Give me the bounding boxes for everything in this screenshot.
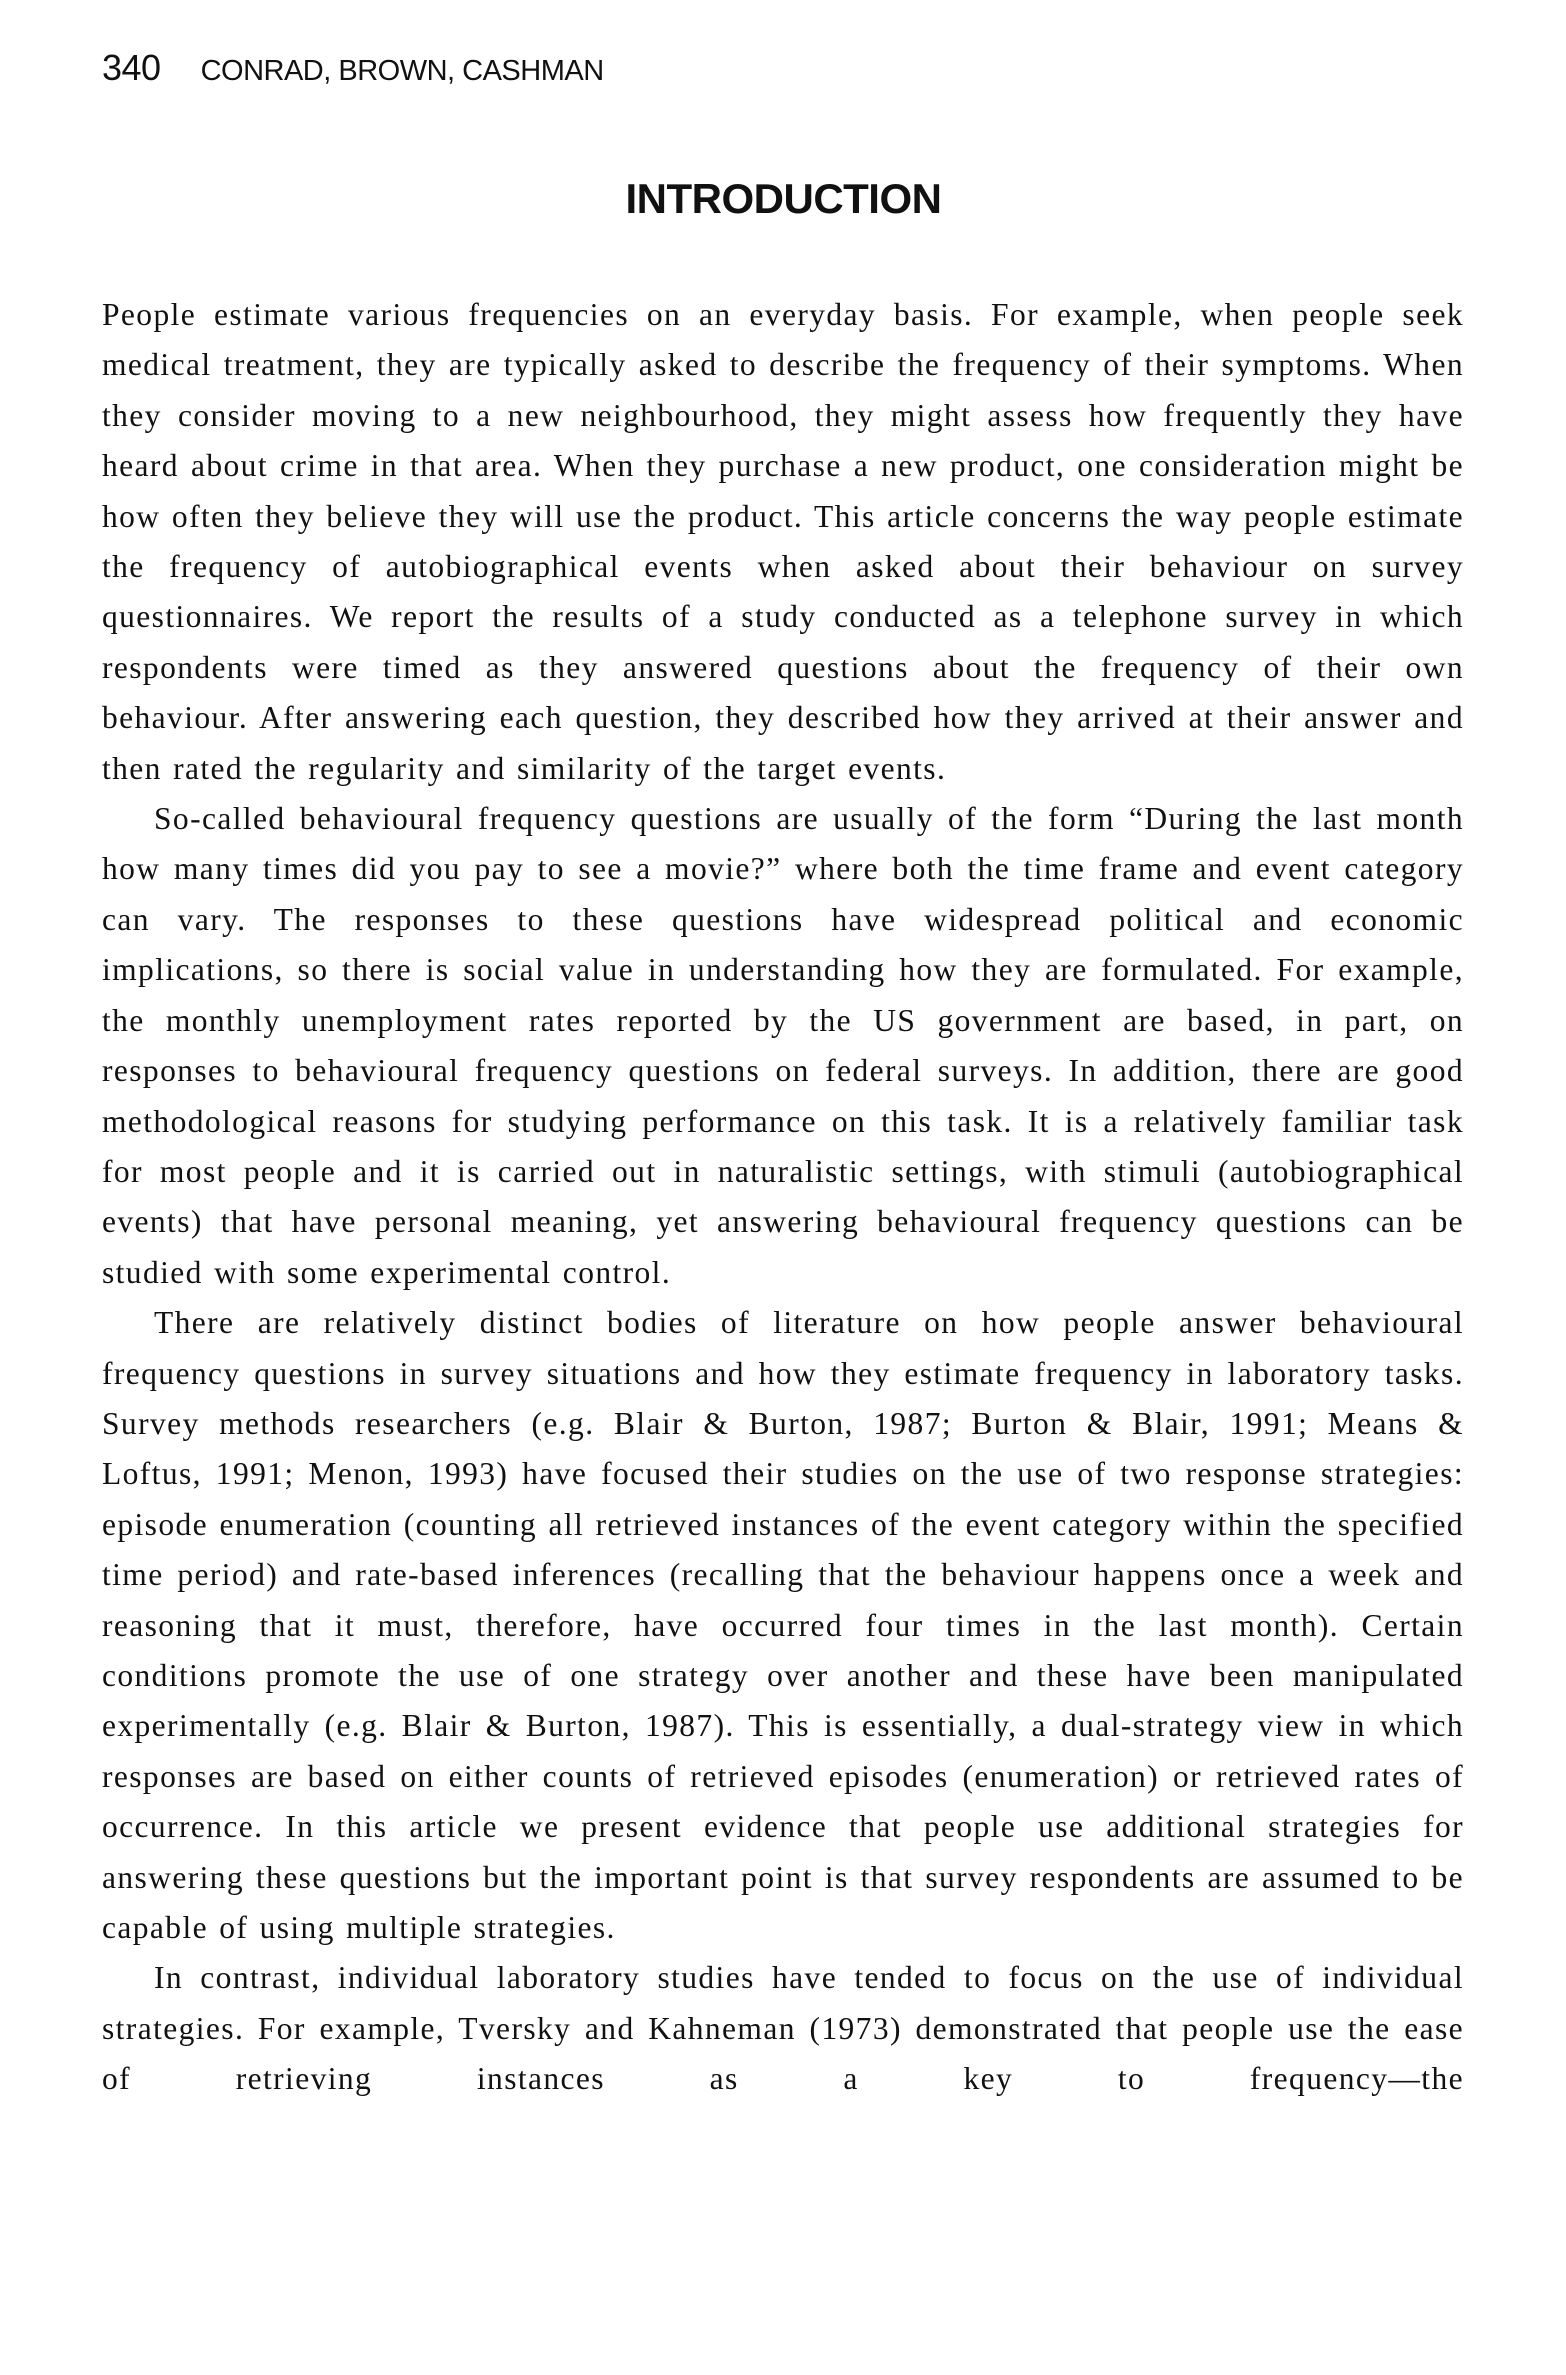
paragraph-2: So-called behavioural frequency questions are usually of the form “During the last month how many times did you pay to see a movie?” where both the time frame and event category can vary. The responses to these questions have widespread political and economic implications, so there is social value in understanding how they are formulated. For example, the monthly unemployment rates reported by the US government are based, in part, on responses to behavioural frequency questions on federal surveys. In addition, there are good methodological reasons for studying performance on this task. It is a relatively familiar task for most people and it is carried out in naturalistic settings, with stimuli (autobiographical events) that have personal meaning, yet answering behavioural frequency questions can be studied with some experimental control. [102, 801, 1464, 1290]
page-number: 340 [102, 47, 161, 88]
journal-page [102, 46, 1464, 2105]
running-head-authors: CONRAD, BROWN, CASHMAN [200, 55, 604, 87]
section-heading: INTRODUCTION [625, 175, 942, 222]
running-head [102, 46, 1464, 90]
paragraph-4: In contrast, individual laboratory studies have tended to focus on the use of individual strategies. For example, Tversky and Kahneman (1973) demonstrated that people use the ease of retrieving instances as a key to frequency—the [102, 1960, 1464, 2097]
paragraph-1: People estimate various frequencies on an everyday basis. For example, when people seek medical treatment, they are typically asked to describe the frequency of their symptoms. When they consider moving to a new neighbourhood, they might assess how frequently they have heard about crime in that area. When they purchase a new product, one consideration might be how often they believe they will use the product. This article concerns the way people estimate the frequency of autobiographical events when asked about their behaviour on survey questionnaires. We report the results of a study conducted as a telephone survey in which respondents were timed as they answered questions about the frequency of their own behaviour. After answering each question, they described how they arrived at their answer and then rated the regularity and similarity of the target events. [102, 297, 1464, 786]
body-text [102, 290, 1464, 2105]
paragraph-3: There are relatively distinct bodies of literature on how people answer behavioural frequency questions in survey situations and how they estimate frequency in laboratory tasks. Survey methods researchers (e.g. Blair & Burton, 1987; Burton & Blair, 1991; Means & Loftus, 1991; Menon, 1993) have focused their studies on the use of two response strategies: episode enumeration (counting all retrieved instances of the event category within the specified time period) and rate-based inferences (recalling that the behaviour happens once a week and reasoning that it must, therefore, have occurred four times in the last month). Certain conditions promote the use of one strategy over another and these have been manipulated experimentally (e.g. Blair & Burton, 1987). This is essentially, a dual-strategy view in which responses are based on either counts of retrieved episodes (enumeration) or retrieved rates of occurrence. In this article we present evidence that people use additional strategies for answering these questions but the important point is that survey respondents are assumed to be capable of using multiple strategies. [102, 1305, 1464, 1945]
